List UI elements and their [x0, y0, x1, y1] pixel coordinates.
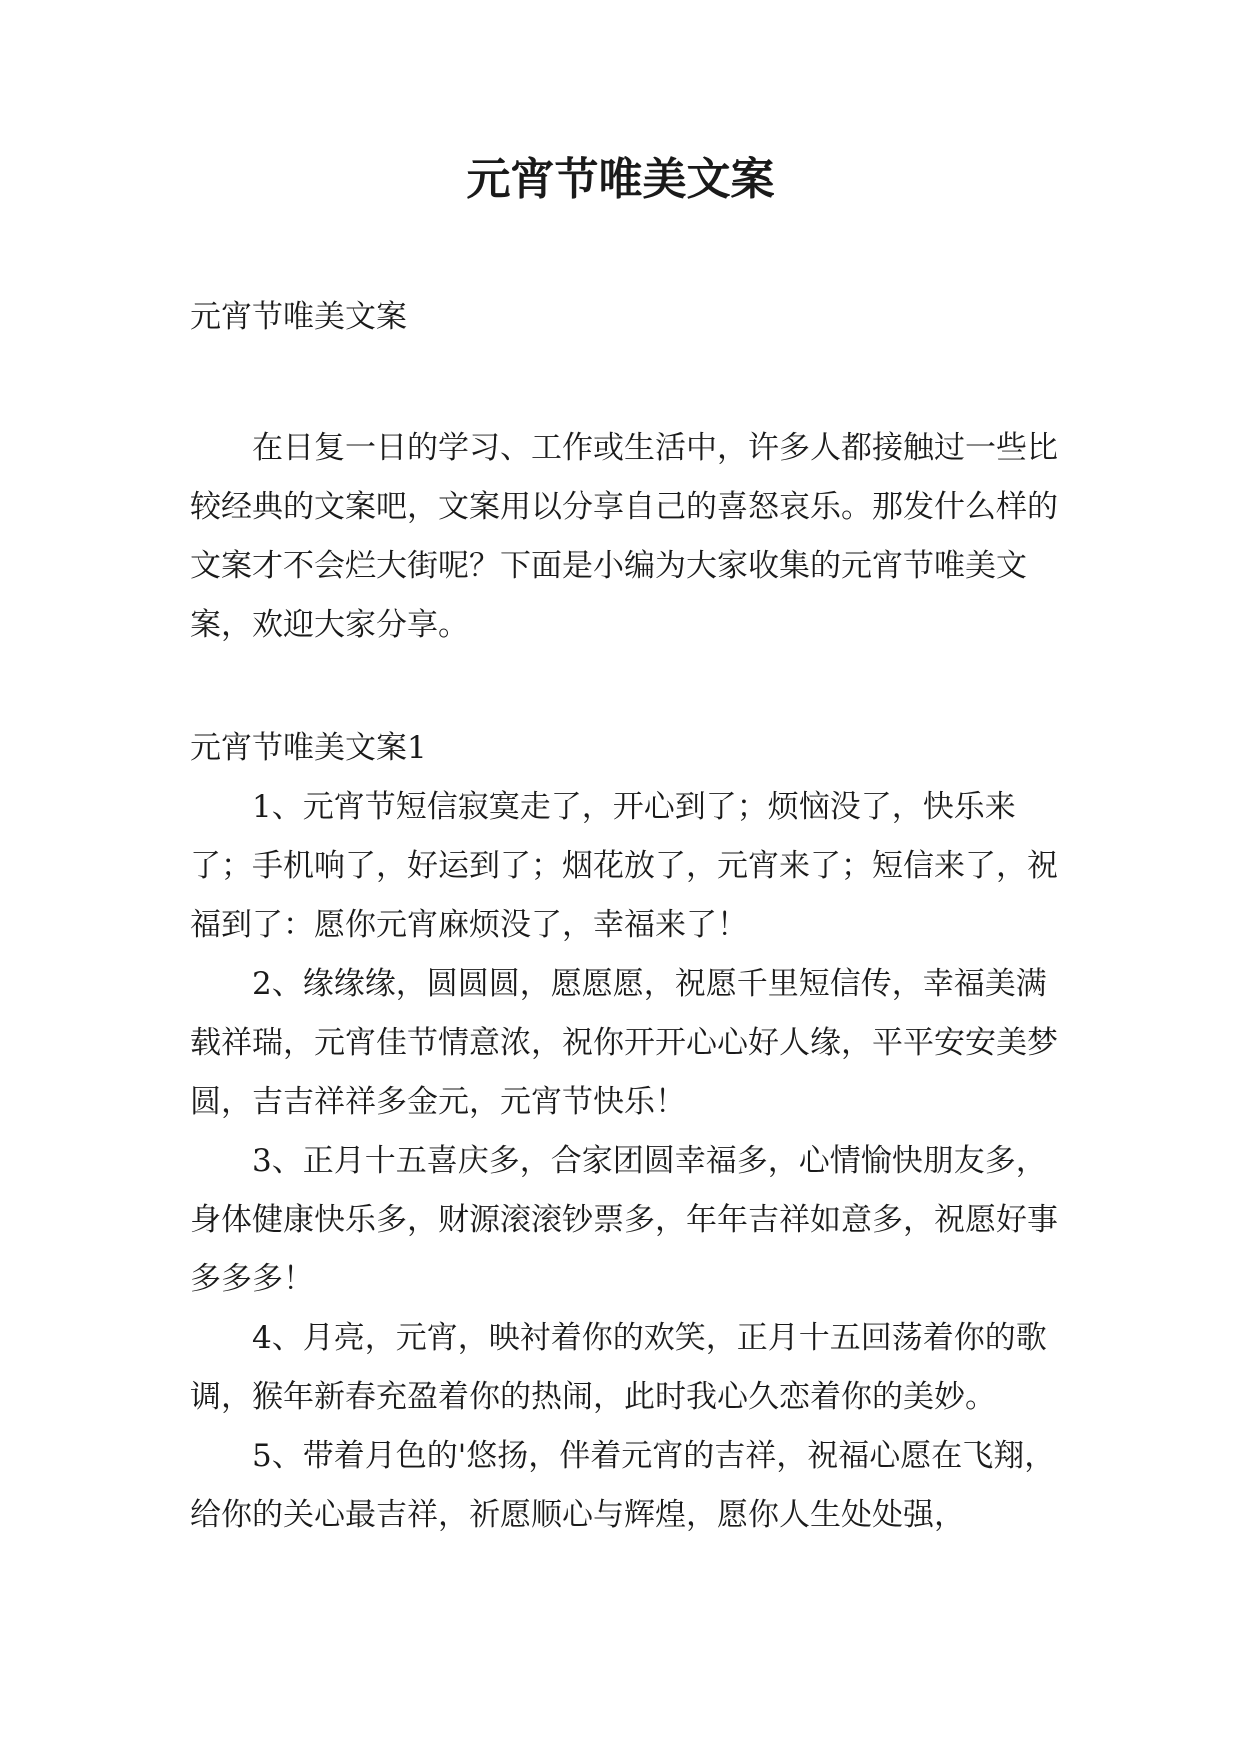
list-item: 3、正月十五喜庆多，合家团圆幸福多，心情愉快朋友多，身体健康快乐多，财源滚滚钞票多，年年吉祥如意多，祝愿好事多多多！ — [190, 1143, 1058, 1297]
document-title: 元宵节唯美文案 — [466, 154, 775, 205]
spacer — [190, 655, 1060, 719]
document-subtitle: 元宵节唯美文案 — [190, 299, 407, 335]
list-item: 4、月亮，元宵，映衬着你的欢笑，正月十五回荡着你的歌调，猴年新春充盈着你的热闹，此时我心久恋着你的美妙。 — [190, 1320, 1047, 1415]
list-item: 2、缘缘缘，圆圆圆，愿愿愿，祝愿千里短信传，幸福美满载祥瑞，元宵佳节情意浓，祝你开开心心好人缘，平平安安美梦圆，吉吉祥祥多金元，元宵节快乐！ — [190, 966, 1058, 1120]
section-heading: 元宵节唯美文案1 — [190, 730, 427, 766]
spacer — [190, 347, 1060, 419]
intro-paragraph: 在日复一日的学习、工作或生活中，许多人都接触过一些比较经典的文案吧，文案用以分享自己的喜怒哀乐。那发什么样的文案才不会烂大街呢？下面是小编为大家收集的元宵节唯美文案，欢迎大家分享。 — [190, 430, 1058, 643]
list-item: 5、带着月色的'悠扬，伴着元宵的吉祥，祝福心愿在飞翔，给你的关心最吉祥，祈愿顺心与辉煌，愿你人生处处强， — [190, 1438, 1056, 1533]
document-body — [190, 288, 1060, 1545]
list-item: 1、元宵节短信寂寞走了，开心到了；烦恼没了，快乐来了；手机响了，好运到了；烟花放了，元宵来了；短信来了，祝福到了：愿你元宵麻烦没了，幸福来了！ — [190, 789, 1058, 943]
